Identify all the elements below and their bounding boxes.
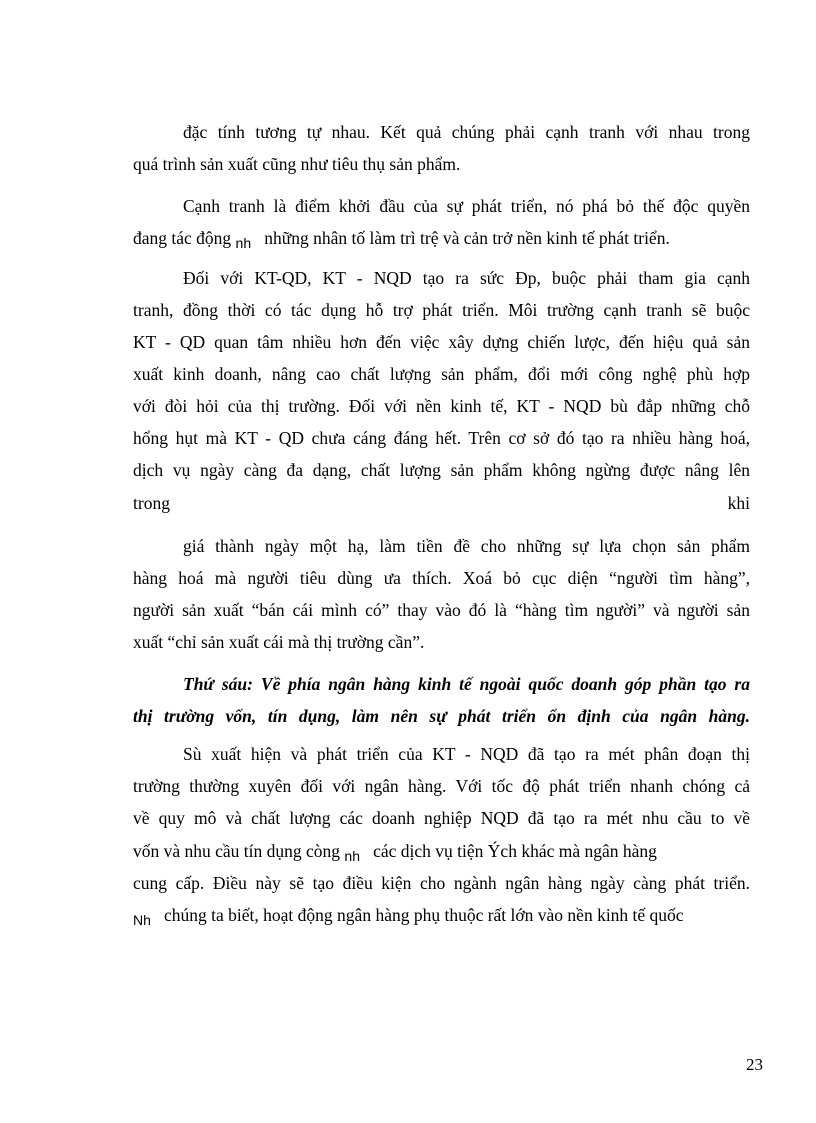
text-line: quá trình sản xuất cũng như tiêu thụ sản phẩm. (133, 154, 461, 174)
text-line: cung cấp. Điều này sẽ tạo điều kiện cho ngành ngân hàng ngày càng phát triển. (133, 873, 750, 893)
text-fragment: khi (727, 493, 750, 513)
text-line: xuất “chỉ sản xuất cái mà thị trường cần”. (133, 632, 425, 652)
text-fragment: những nhân tố làm trì trệ và cản trở nền kinh tế phát triển. (264, 228, 670, 248)
text-fragment: trong (133, 493, 170, 513)
section-heading: Thứ sáu: Về phía ngân hàng kinh tế ngoài quốc doanh góp phần tạo ra (183, 674, 750, 694)
text-line (133, 840, 750, 863)
text-line: đặc tính tương tự nhau. Kết quả chúng phải cạnh tranh với nhau trong (183, 122, 750, 142)
text-fragment: các dịch vụ tiện Ých khác mà ngân hàng (373, 841, 657, 861)
abbreviation-fragment: nh (344, 848, 360, 864)
section-heading: thị trường vốn, tín dụng, làm nên sự phát triển ổn định của ngân hàng. (133, 706, 750, 726)
text-line: KT - QD quan tâm nhiều hơn đến việc xây dựng chiến lược, đến hiệu quả sản (133, 332, 750, 352)
text-fragment: vốn và nhu cầu tín dụng còng (133, 841, 341, 861)
text-line: người sản xuất “bán cái mình có” thay vào đó là “hàng tìm người” và người sản (133, 600, 750, 620)
text-line: với đòi hỏi của thị trường. Đối với nền kinh tế, KT - NQD bù đắp những chỗ (133, 396, 750, 416)
text-line: Sù xuất hiện và phát triển của KT - NQD đã tạo ra mét phân đoạn thị (183, 744, 750, 764)
text-line (133, 227, 750, 250)
text-line: hổng hụt mà KT - QD chưa cáng đáng hết. Trên cơ sở đó tạo ra nhiều hàng hoá, (133, 428, 750, 448)
text-fragment: đang tác động (133, 228, 232, 248)
text-line: tranh, đồng thời có tác dụng hỗ trợ phát triển. Môi trường cạnh tranh sẽ buộc (133, 300, 750, 320)
text-line: hàng hoá mà người tiêu dùng ưa thích. Xoá bỏ cục diện “người tìm hàng”, (133, 568, 750, 588)
text-line: dịch vụ ngày càng đa dạng, chất lượng sản phẩm không ngừng được nâng lên (133, 460, 750, 480)
text-line: trường thường xuyên đối với ngân hàng. Với tốc độ phát triển nhanh chóng cả (133, 776, 750, 796)
text-line (133, 904, 750, 927)
abbreviation-fragment: Nh (133, 912, 151, 928)
text-line: xuất kinh doanh, nâng cao chất lượng sản phẩm, đổi mới công nghệ phù hợp (133, 364, 750, 384)
text-line: Cạnh tranh là điểm khởi đầu của sự phát triển, nó phá bỏ thế độc quyền (183, 196, 750, 216)
abbreviation-fragment: nh (235, 235, 252, 251)
text-line: về quy mô và chất lượng các doanh nghiệp NQD đã tạo ra mét nhu cầu to về (133, 808, 750, 828)
text-fragment: chúng ta biết, hoạt động ngân hàng phụ thuộc rất lớn vào nền kinh tế quốc (164, 905, 684, 925)
text-line: giá thành ngày một hạ, làm tiền đề cho những sự lựa chọn sản phẩm (183, 536, 750, 556)
text-line: Đối với KT-QD, KT - NQD tạo ra sức Đp, buộc phải tham gia cạnh (183, 268, 750, 288)
text-line (133, 492, 750, 514)
page-number: 23 (746, 1055, 763, 1074)
